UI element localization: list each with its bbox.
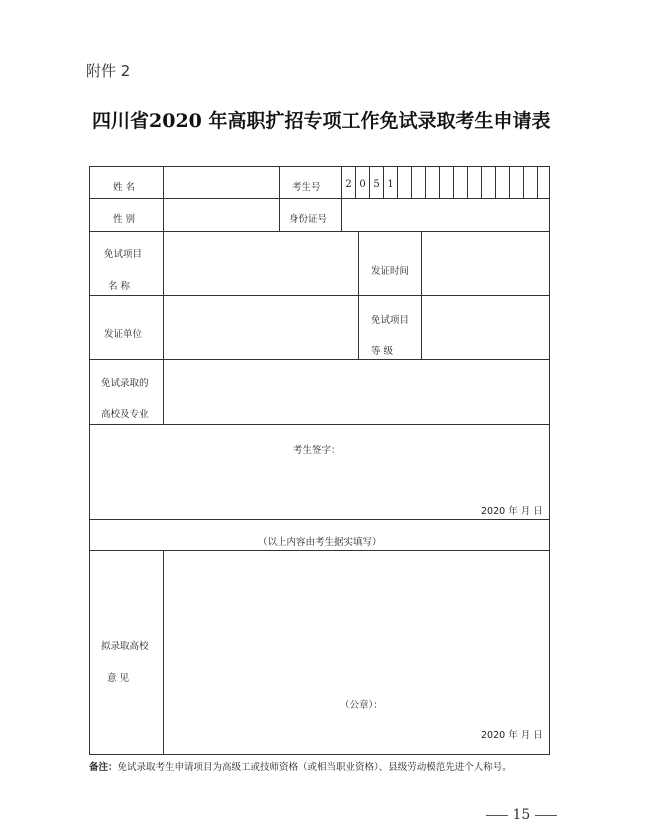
fill-instruction: （以上内容由考生据实填写）	[258, 537, 382, 548]
footnote-text: 免试录取考生申请项目为高级工或技师资格（或相当职业资格）、县级劳动模范先进个人称号。	[117, 762, 512, 773]
exam-number-label: 考生号	[292, 182, 321, 193]
exam-number-digit: 0	[359, 179, 366, 190]
column-divider	[279, 166, 280, 231]
school-opinion-label: 意 见	[107, 673, 130, 684]
exempt-item-level-label: 等 级	[371, 346, 394, 357]
admission-school-label: 免试录取的	[101, 378, 149, 389]
id-number-label: 身份证号	[289, 214, 328, 225]
signature-date: 2020 年 月 日	[481, 506, 543, 517]
signature-label: 考生签字：	[293, 445, 341, 456]
row-divider	[89, 550, 550, 551]
footnote	[89, 758, 559, 778]
form-title: 四川省2020 年高职扩招专项工作免试录取考生申请表	[92, 110, 551, 132]
column-divider	[341, 166, 342, 231]
exempt-item-level-label: 免试项目	[371, 315, 410, 326]
admission-school-label: 高校及专业	[101, 409, 149, 420]
row-divider	[89, 198, 550, 199]
label-column-divider	[163, 166, 164, 424]
row-divider	[89, 424, 550, 425]
row-divider	[89, 231, 550, 232]
row-divider	[89, 359, 550, 360]
opinion-date: 2020 年 月 日	[481, 730, 543, 741]
gender-label: 性 别	[113, 214, 136, 225]
name-label: 姓 名	[113, 182, 136, 193]
attachment-label: 附件 2	[86, 62, 131, 80]
school-opinion-label: 拟录取高校	[101, 641, 149, 652]
seal-label: （公章）：	[340, 700, 383, 711]
exempt-item-name-label: 名 称	[108, 281, 131, 292]
row-divider	[89, 295, 550, 296]
row-divider	[89, 519, 550, 520]
column-divider	[358, 231, 359, 359]
issue-time-label: 发证时间	[371, 266, 410, 277]
issuer-label: 发证单位	[104, 329, 143, 340]
exam-number-digit: 5	[373, 179, 380, 190]
label-column-divider	[163, 550, 164, 755]
column-divider	[421, 231, 422, 359]
exam-number-digit: 1	[387, 179, 394, 190]
footnote-prefix: 备注：	[89, 762, 118, 773]
exam-number-digit: 2	[345, 179, 352, 190]
exempt-item-name-label: 免试项目	[104, 249, 143, 260]
page-number-value: 15	[512, 807, 531, 823]
application-form-table	[89, 166, 550, 755]
page-number	[486, 807, 557, 823]
